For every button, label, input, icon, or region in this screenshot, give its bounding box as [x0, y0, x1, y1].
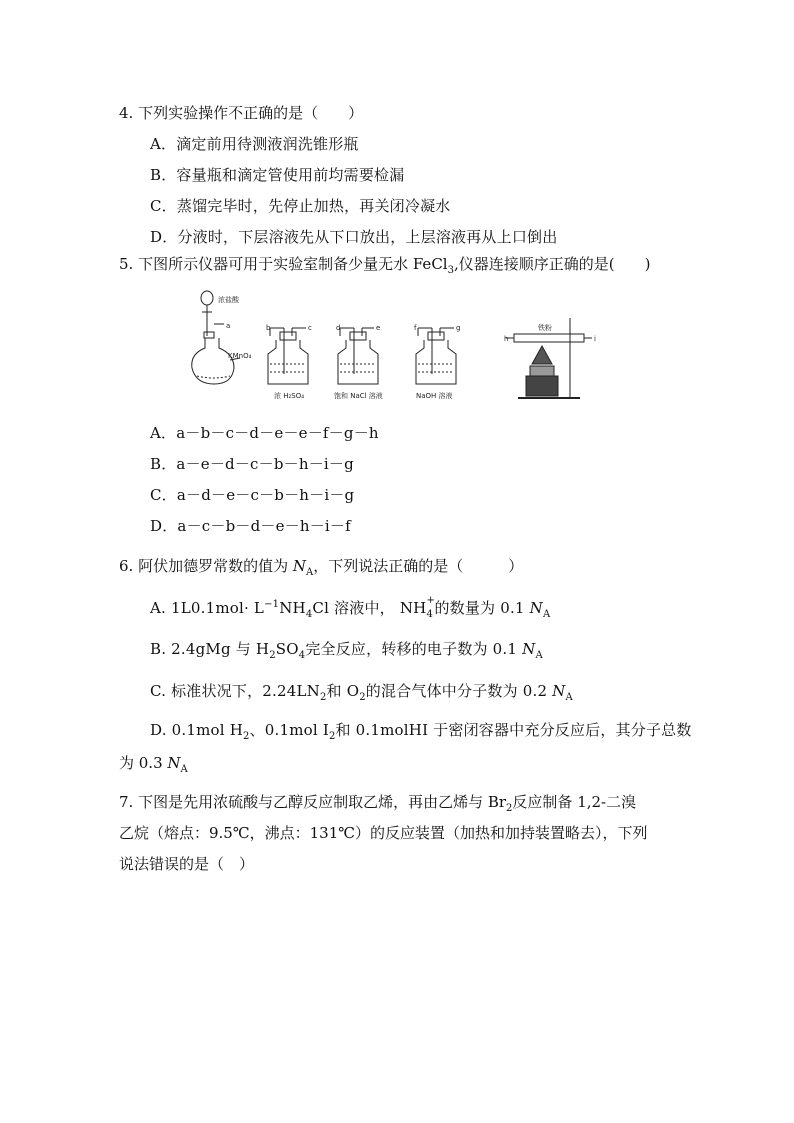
label-c: c [308, 324, 312, 332]
apparatus-figure [188, 288, 608, 410]
caption-conc-h2so4: 浓 H₂SO₄ [274, 392, 305, 400]
caption-naoh: NaOH 溶液 [416, 392, 453, 400]
gas-generator-icon [192, 291, 240, 384]
label-e: e [376, 324, 381, 332]
q7-line-1: 7. 下图是先用浓硫酸与乙醇反应制取乙烯，再由乙烯与 $Br_2$反应制备 1,2-二溴 [119, 793, 637, 814]
q5-option-c: C．a－d－e－c－b－h－i－g [150, 486, 355, 504]
label-h: h [504, 335, 509, 343]
wash-bottle-1-icon [268, 328, 308, 384]
q6-option-a: A. $1L0.1mol\cdot L^{-1}NH_4Cl$ 溶液中， NH + 4 的数量为 0.1 $N_A$ [150, 595, 551, 620]
label-i: i [594, 335, 596, 343]
label-a: a [226, 322, 231, 330]
q4-option-a: A．滴定前用待测液润洗锥形瓶 [150, 135, 359, 153]
q7-line-2: 乙烷（熔点：9.5℃，沸点：131℃）的反应装置（加热和加持装置略去），下列 [119, 824, 648, 842]
label-f: f [414, 324, 417, 332]
label-iron-powder: 铁粉 [538, 324, 552, 332]
q6-option-c: C. 标准状况下，$2.24LN_2$和 $O_2$的混合气体中分子数为 0.2 $N_A$ [150, 682, 573, 703]
q7-line-3: 说法错误的是（ ） [119, 855, 255, 873]
q5-option-b: B．a－e－d－c－b－h－i－g [150, 455, 354, 473]
q6-option-d-cont: 为 0.3 $N_A$ [119, 754, 188, 775]
q5-stem: 5. 下图所示仪器可用于实验室制备少量无水 FeCl$_3$,仪器连接顺序正确的是( ) [119, 255, 651, 276]
q4-option-b: B．容量瓶和滴定管使用前均需要检漏 [150, 166, 405, 184]
q5-option-d: D．a－c－b－d－e－h－i－f [150, 517, 351, 535]
wash-bottle-2-icon [338, 328, 378, 384]
q4-option-c: C．蒸馏完毕时，先停止加热，再关闭冷凝水 [150, 197, 451, 215]
label-b: b [266, 324, 271, 332]
label-g: g [456, 324, 461, 332]
q5-option-a: A．a－b－c－d－e－e－f－g－h [150, 424, 379, 442]
label-conc-hcl: 浓盐酸 [218, 296, 239, 304]
q6-stem: 6. 阿伏加德罗常数的值为 $N_A$，下列说法正确的是（ ） [119, 557, 524, 578]
caption-sat-nacl: 饱和 NaCl 溶液 [334, 392, 383, 400]
wash-bottle-3-icon [416, 328, 456, 384]
q6-option-d: D. 0.1mol $H_2$、0.1mol $I_2$和 0.1molHI 于密闭容器中充分反应后，其分子总数 [150, 721, 692, 742]
q6-option-b: B. 2.4gMg 与 $H_2SO_4$完全反应，转移的电子数为 0.1 $N_A$ [150, 640, 543, 661]
label-kmno4: KMnO₄ [228, 352, 252, 360]
q4-option-d: D．分液时，下层溶液先从下口放出，上层溶液再从上口倒出 [150, 228, 558, 246]
q4-stem: 4. 下列实验操作不正确的是（ ） [119, 104, 364, 122]
label-d: d [336, 324, 341, 332]
